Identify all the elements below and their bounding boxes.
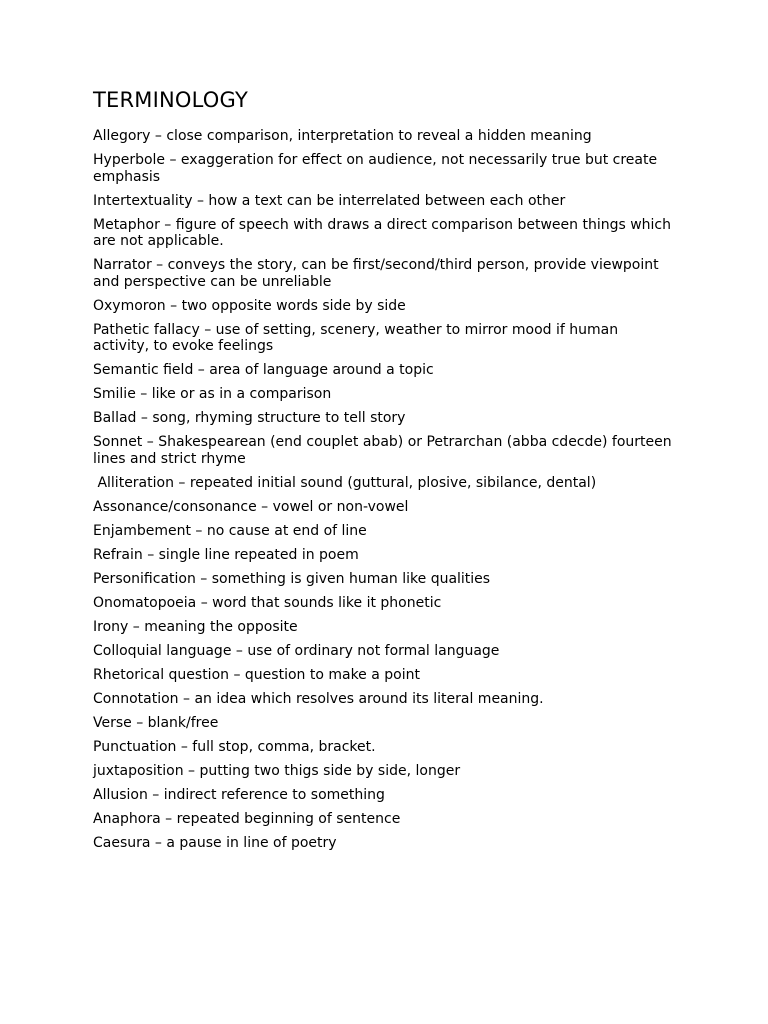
term-irony: Irony – meaning the opposite — [93, 618, 298, 635]
term-assonance-consonance: Assonance/consonance – vowel or non-vowel — [93, 498, 409, 515]
term-refrain: Refrain – single line repeated in poem — [93, 546, 359, 563]
page-title: TERMINOLOGY — [93, 88, 248, 112]
term-connotation: Connotation – an idea which resolves around its literal meaning. — [93, 690, 544, 707]
term-colloquial-language: Colloquial language – use of ordinary not formal language — [93, 642, 500, 659]
term-anaphora: Anaphora – repeated beginning of sentence — [93, 810, 401, 827]
term-simile: Smilie – like or as in a comparison — [93, 386, 332, 402]
term-punctuation: Punctuation – full stop, comma, bracket. — [93, 738, 376, 755]
term-allegory: Allegory – close comparison, interpretation to reveal a hidden meaning — [93, 128, 592, 144]
term-semantic-field: Semantic field – area of language around a topic — [93, 362, 434, 378]
term-ballad: Ballad – song, rhyming structure to tell story — [93, 410, 406, 426]
term-intertextuality: Intertextuality – how a text can be interrelated between each other — [93, 192, 566, 209]
term-onomatopoeia: Onomatopoeia – word that sounds like it phonetic — [93, 594, 442, 611]
term-rhetorical-question: Rhetorical question – question to make a point — [93, 666, 420, 683]
term-allusion: Allusion – indirect reference to something — [93, 786, 385, 803]
term-juxtaposition: juxtaposition – putting two thigs side by side, longer — [93, 762, 461, 779]
term-hyperbole: Hyperbole – exaggeration for effect on audience, not necessarily true but create emphasis — [93, 152, 662, 185]
term-narrator: Narrator – conveys the story, can be first/second/third person, provide viewpoint and perspective can be unreliable — [93, 257, 664, 290]
term-pathetic-fallacy: Pathetic fallacy – use of setting, scenery, weather to mirror mood if human activity, to evoke feelings — [93, 321, 623, 354]
term-oxymoron: Oxymoron – two opposite words side by side — [93, 297, 406, 314]
term-personification: Personification – something is given human like qualities — [93, 570, 491, 587]
terminology-list — [93, 128, 678, 851]
term-sonnet: Sonnet – Shakespearean (end couplet abab) or Petrarchan (abba cdecde) fourteen lines and strict rhyme — [93, 434, 677, 467]
term-verse: Verse – blank/free — [93, 714, 219, 731]
term-metaphor: Metaphor – figure of speech with draws a direct comparison between things which are not applicable. — [93, 216, 676, 249]
term-caesura: Caesura – a pause in line of poetry — [93, 834, 337, 851]
term-alliteration: Alliteration – repeated initial sound (guttural, plosive, sibilance, dental) — [93, 474, 597, 491]
document-content — [93, 86, 678, 859]
term-enjambement: Enjambement – no cause at end of line — [93, 522, 367, 539]
